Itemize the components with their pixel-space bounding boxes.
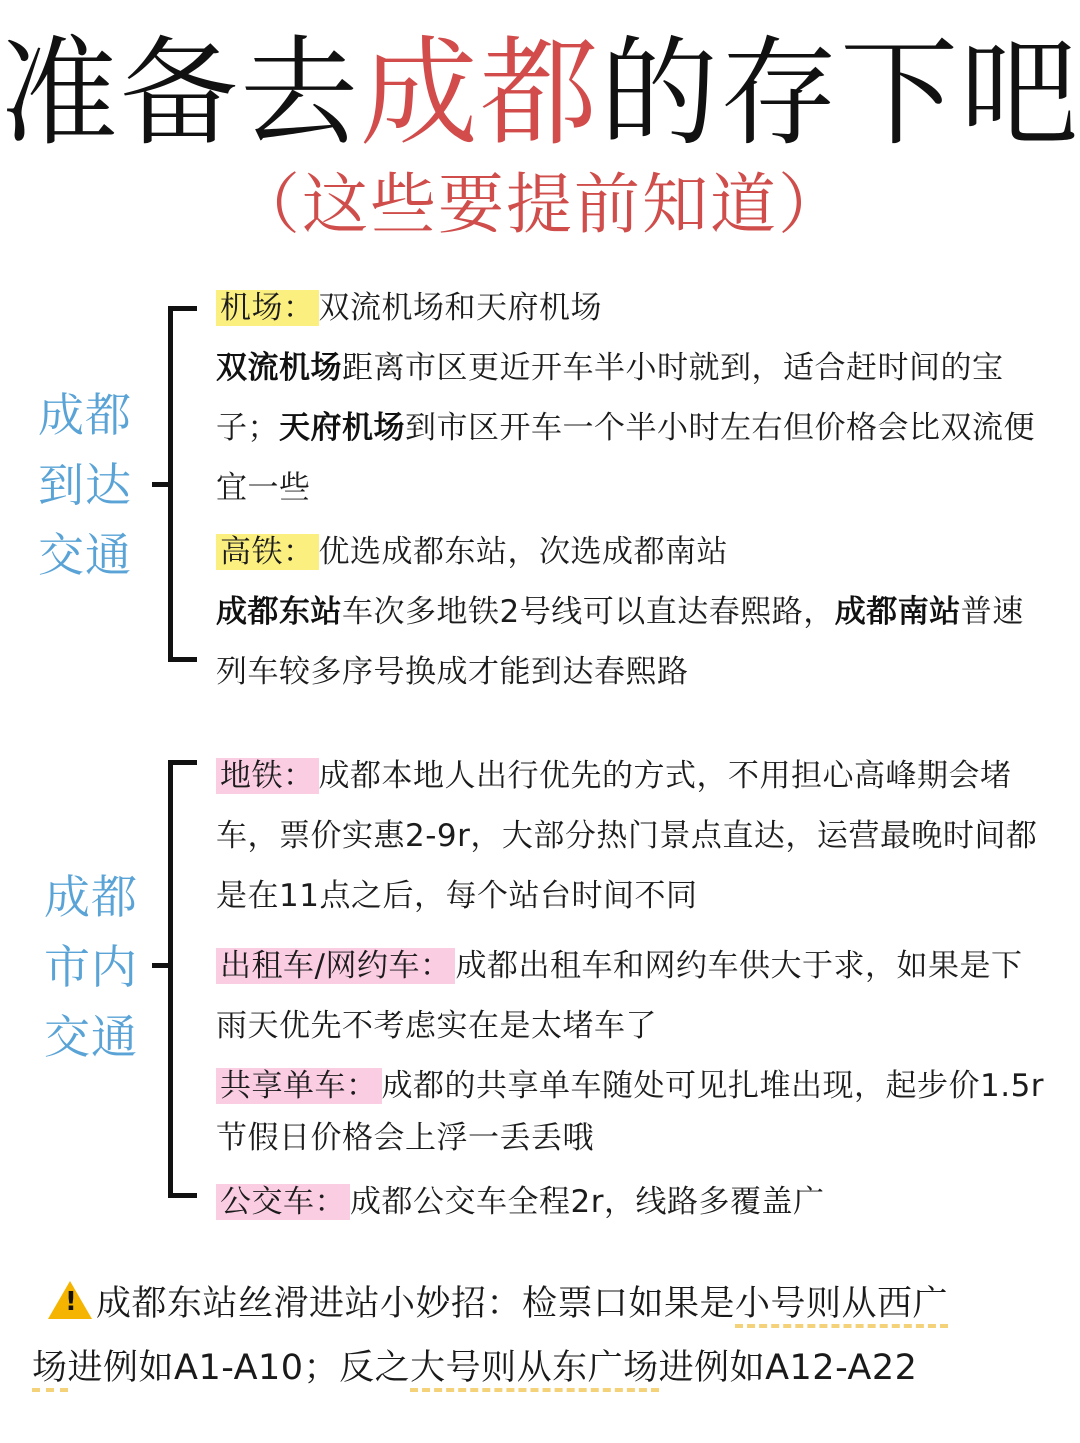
tip-text-2: 进例如A1-A10；反之 — [67, 1348, 411, 1388]
city-side-label — [44, 862, 138, 1072]
rail-detail-bold-2: 成都南站 — [834, 594, 961, 630]
bike-text: 成都的共享单车随处可见扎堆出现，起步价1.5r节假日价格会上浮一丢丢哦 — [216, 1068, 1045, 1156]
metro-tag: 地铁： — [216, 758, 319, 794]
bus-item — [216, 1172, 1046, 1232]
title-suffix: 的存下吧 — [600, 24, 1080, 162]
city-label-line: 成都 — [44, 870, 138, 924]
airport-detail-bold-2: 天府机场 — [279, 410, 405, 446]
arrival-label-line: 成都 — [38, 388, 132, 442]
metro-text: 成都本地人出行优先的方式，不用担心高峰期会堵车，票价实惠2-9r，大部分热门景点直达，运营最晚时间都是在11点之后，每个站台时间不同 — [216, 758, 1038, 914]
bike-item — [216, 1060, 1046, 1164]
station-tip — [32, 1272, 1062, 1400]
rail-tag: 高铁： — [216, 534, 319, 570]
arrival-label-line: 到达 — [38, 458, 132, 512]
airport-detail-text-2: 到市区开车一个半小时左右但价格会比双流便宜一些 — [216, 410, 1035, 506]
city-label-line: 交通 — [44, 1010, 138, 1064]
metro-item — [216, 746, 1046, 926]
bus-text: 成都公交车全程2r，线路多覆盖广 — [350, 1184, 825, 1220]
title-highlight: 成都 — [360, 24, 601, 162]
rail-detail-bold-1: 成都东站 — [216, 594, 342, 630]
arrival-label-line: 交通 — [38, 528, 132, 582]
bike-tag: 共享单车： — [216, 1068, 382, 1104]
bus-tag: 公交车： — [216, 1184, 350, 1220]
tip-underline-2: 场 — [32, 1348, 68, 1392]
city-content — [216, 746, 1046, 1232]
rail-detail — [216, 582, 1046, 702]
taxi-tag: 出租车/网约车： — [216, 948, 455, 984]
tip-text-1: 成都东站丝滑进站小妙招：检票口如果是 — [96, 1284, 736, 1324]
tip-text-3: 进例如A12-A22 — [658, 1348, 918, 1388]
rail-line — [216, 522, 1046, 582]
warning-icon: ! — [48, 1281, 92, 1319]
airport-line — [216, 278, 1046, 338]
arrival-bracket — [168, 306, 197, 662]
taxi-item — [216, 936, 1046, 1056]
page-title — [0, 24, 1080, 162]
taxi-text: 成都出租车和网约车供大于求，如果是下雨天优先不考虑实在是太堵车了 — [216, 948, 1023, 1044]
airport-tag: 机场： — [216, 290, 319, 326]
tip-underline-1: 小号则从西广 — [735, 1284, 948, 1328]
title-prefix: 准备去 — [0, 24, 361, 162]
rail-text: 优选成都东站，次选成都南站 — [318, 534, 728, 570]
rail-detail-text-1: 车次多地铁2号线可以直达春熙路， — [342, 594, 835, 630]
tip-underline-3: 大号则从东广场 — [410, 1348, 659, 1392]
bracket-tick — [152, 963, 168, 968]
arrival-content — [216, 278, 1046, 702]
page-subtitle: （这些要提前知道） — [234, 166, 846, 243]
city-bracket — [168, 760, 197, 1198]
city-label-line: 市内 — [44, 940, 138, 994]
bracket-tick — [152, 482, 168, 487]
airport-detail — [216, 338, 1046, 518]
arrival-side-label — [38, 380, 132, 590]
rail-detail-text-2: 普速列车较多序号换成才能到达春熙路 — [216, 594, 1024, 690]
airport-detail-text-1: 距离市区更近开车半小时就到，适合赶时间的宝子； — [216, 350, 1004, 446]
airport-text: 双流机场和天府机场 — [318, 290, 602, 326]
airport-detail-bold-1: 双流机场 — [216, 350, 342, 386]
